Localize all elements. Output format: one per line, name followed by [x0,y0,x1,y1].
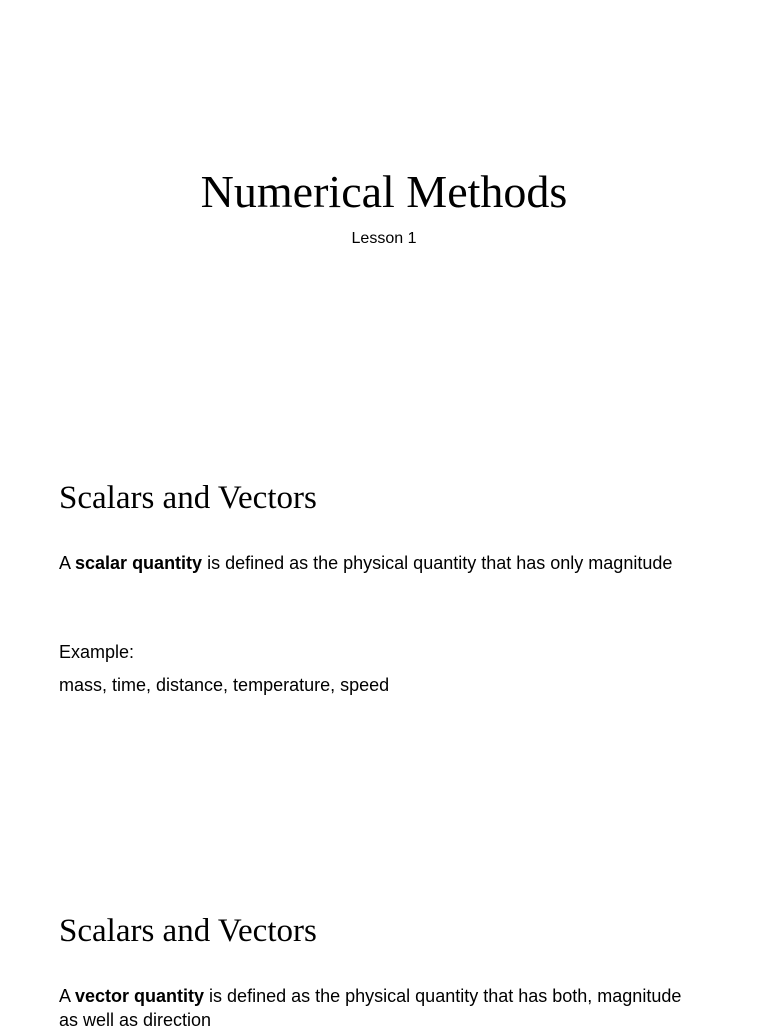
scalar-definition-prefix: A [59,553,76,573]
page-title: Numerical Methods [200,166,568,217]
lesson-subtitle: Lesson 1 [351,230,417,247]
vector-definition-rest: is defined as the physical quantity that has both, magnitude as well as direction [59,986,682,1030]
example-label: Example: [59,642,135,662]
vector-term: vector quantity [75,986,205,1006]
scalar-term: scalar quantity [75,553,203,573]
scalar-definition-rest: is defined as the physical quantity that has only magnitude [202,553,673,573]
vector-definition-prefix: A [59,986,76,1006]
section-heading-scalars: Scalars and Vectors [59,480,317,516]
vector-definition [59,984,699,1032]
scalar-definition [59,551,699,575]
example-list: mass, time, distance, temperature, speed [59,675,390,695]
section-heading-vectors: Scalars and Vectors [59,913,317,949]
